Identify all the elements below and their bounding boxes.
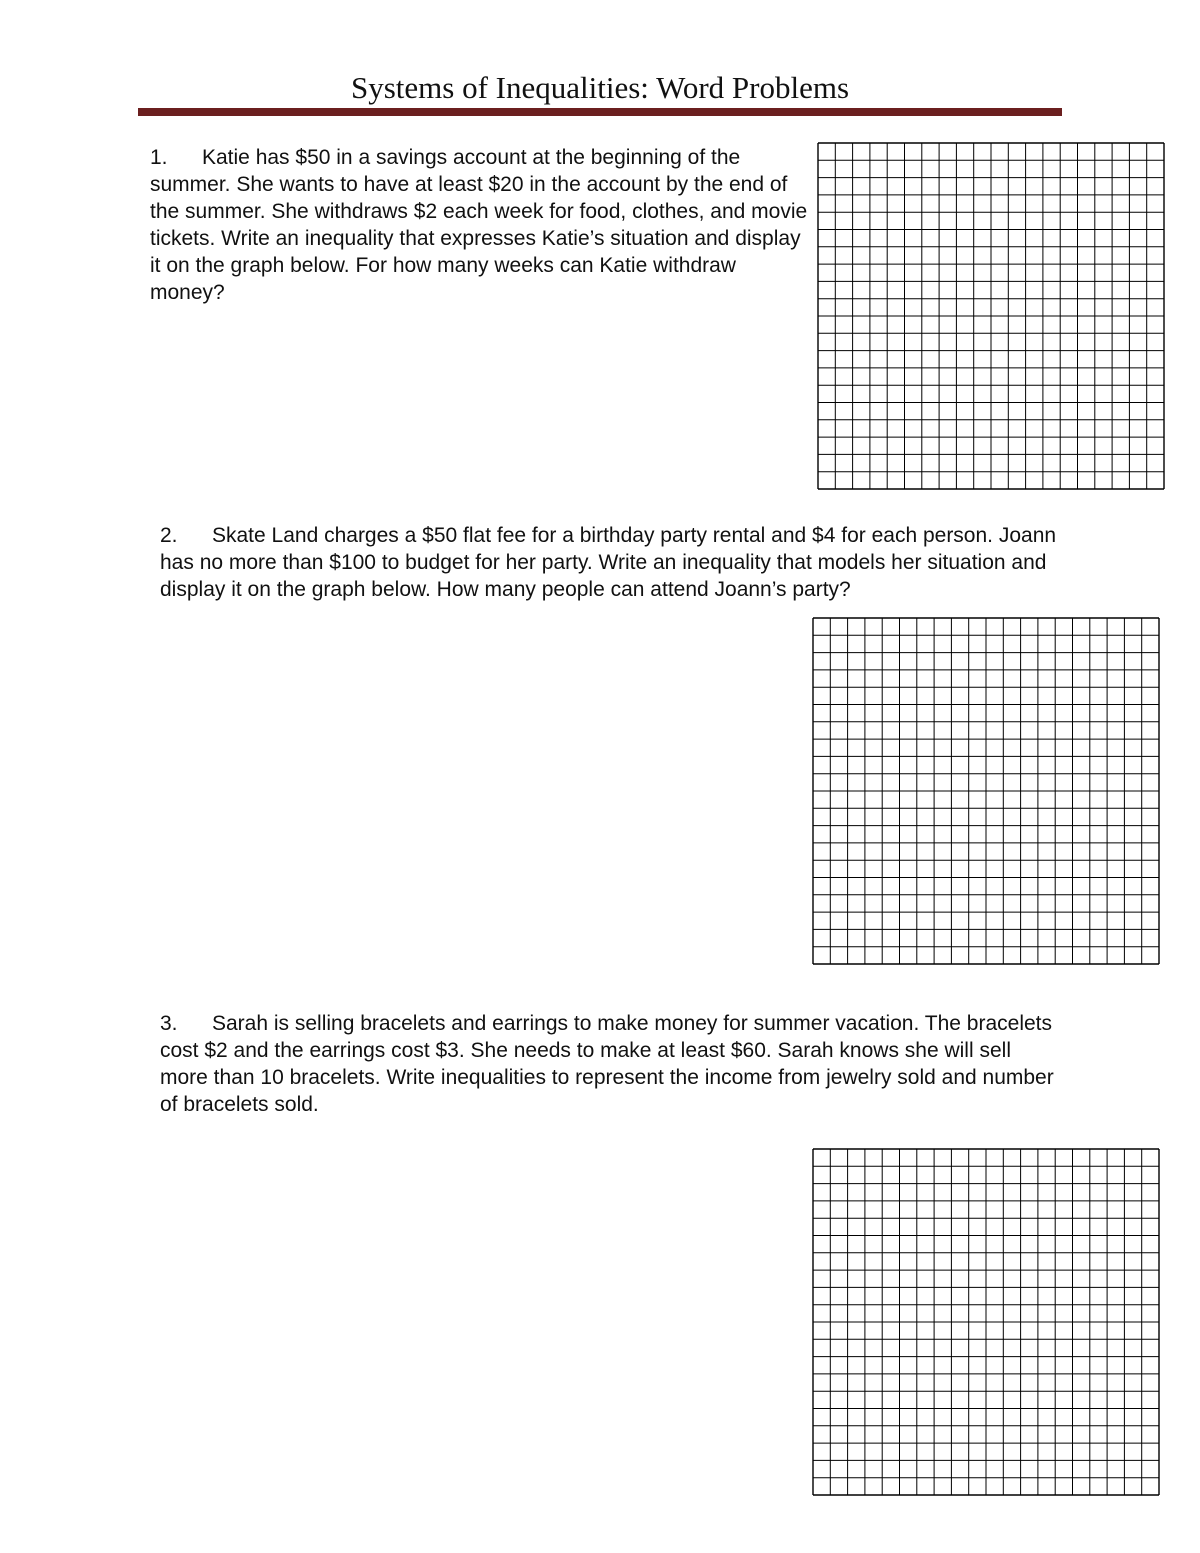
problem-3-text: Sarah is selling bracelets and earrings to make money for summer vacation. The bracelets cost $2 and the earrings cost $3. She needs to make at least $60. Sarah knows she will sell more than 10 bracelets. Write inequalities to represent the income from jewelry sold and number of bracelets sold. (160, 1012, 1054, 1116)
problem-2-text: Skate Land charges a $50 flat fee for a birthday party rental and $4 for each person. Joann has no more than $100 to budget for her party. Write an inequality that models her situation and display it on the graph below. How many people can attend Joann’s party? (160, 524, 1057, 601)
problem-2 (160, 522, 1060, 603)
problem-1-number: 1. (150, 146, 168, 169)
problem-3 (160, 1010, 1060, 1118)
problem-1-text: Katie has $50 in a savings account at the beginning of the summer. She wants to have at least $20 in the account by the end of the summer. She withdraws $2 each week for food, clothes, and movie tickets. Write an inequality that expresses Katie’s situation and display it on the graph below. For how many weeks can Katie withdraw money? (150, 146, 808, 304)
title-underline (138, 108, 1062, 116)
graph-grid-1[interactable] (817, 142, 1165, 490)
graph-grid-3[interactable] (812, 1148, 1160, 1496)
problem-1 (150, 144, 810, 306)
problem-3-number: 3. (160, 1012, 178, 1035)
worksheet-title: Systems of Inequalities: Word Problems (350, 70, 850, 105)
graph-grid-2[interactable] (812, 617, 1160, 965)
problem-2-number: 2. (160, 524, 178, 547)
